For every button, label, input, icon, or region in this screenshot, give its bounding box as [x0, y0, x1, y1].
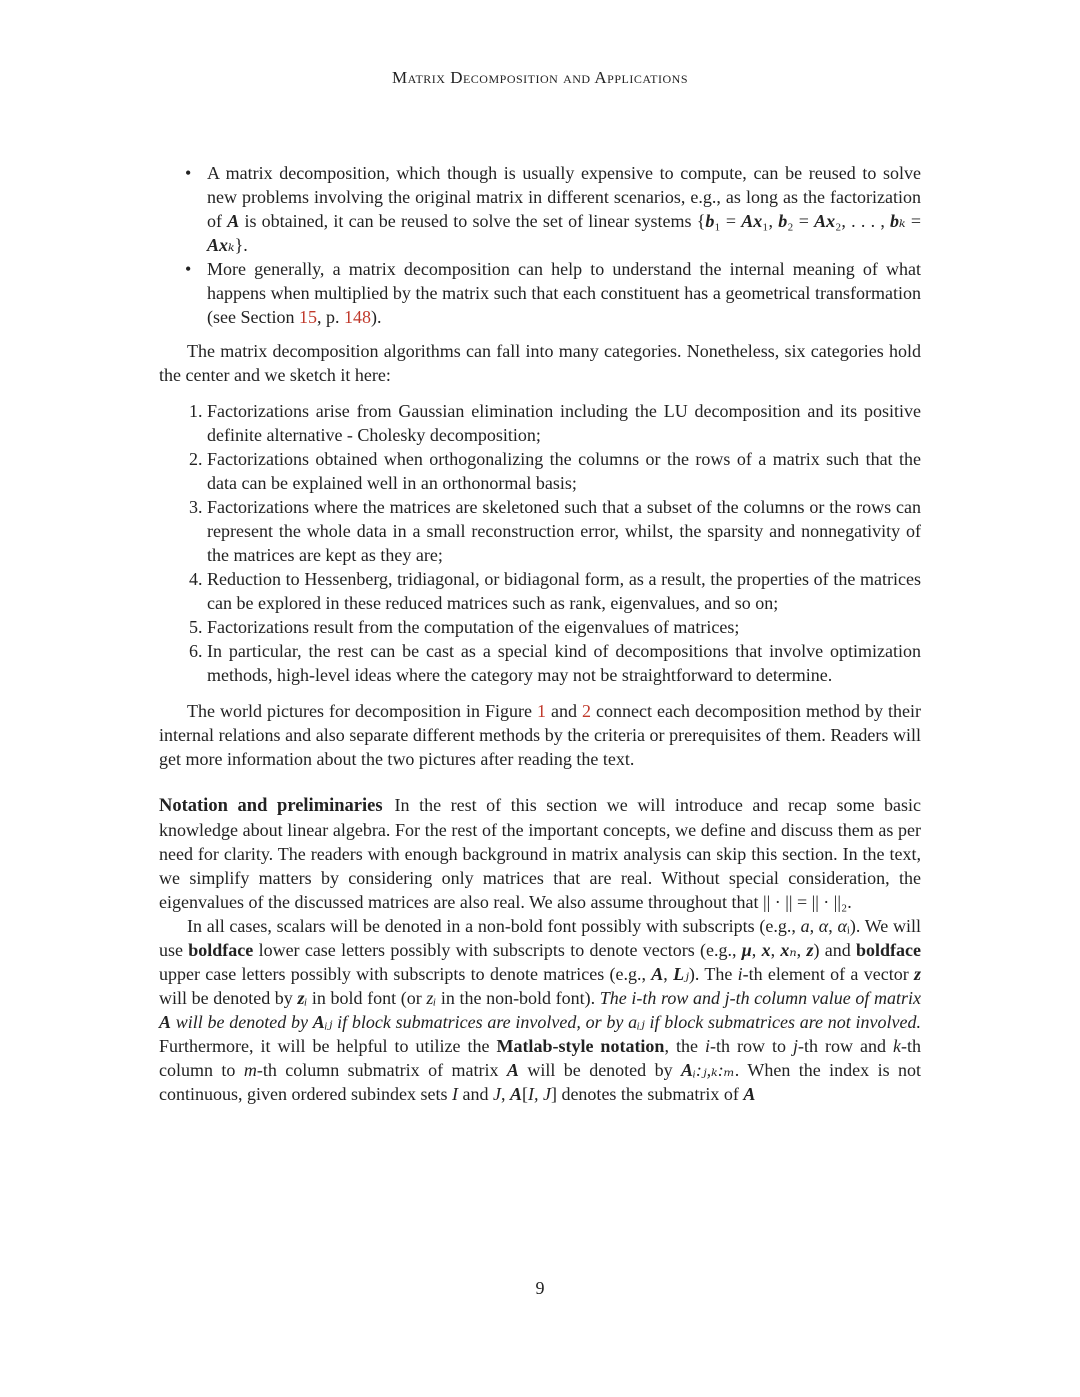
- text-run: -th column submatrix of matrix: [256, 1060, 507, 1080]
- math-symbol: ₙ: [789, 940, 797, 960]
- math-symbol: b: [778, 211, 788, 231]
- page-number: 9: [535, 1278, 545, 1298]
- math-symbol: α: [818, 916, 829, 936]
- text-run: More generally, a matrix decomposition can help to understand the internal meaning of what happens when multiplied by the matrix such that each constituent has a geometrical transformation (see Section: [207, 259, 921, 327]
- text-run: The world pictures for decomposition in Figure: [187, 701, 538, 721]
- text-run: in bold font (or: [307, 988, 427, 1008]
- numbered-list: [159, 399, 921, 687]
- math-symbol: L: [673, 964, 685, 984]
- text-run: ,: [751, 940, 762, 960]
- text-run: will be denoted by: [159, 988, 298, 1008]
- math-symbol: A: [651, 964, 664, 984]
- text-run: ᵢ). We will use: [159, 916, 922, 960]
- math-symbol: ₖ: [899, 211, 906, 231]
- text-run: ,: [809, 916, 819, 936]
- text-run: and: [457, 1084, 493, 1104]
- text-run: In the rest of this section we will introduce and recap some basic knowledge about linear algebra. For the rest of the important concepts, we define and discuss them as per need for clarity. The readers with enough background in matrix analysis can skip this section. In the text, we simplify matters by considering only matrices that are real. Without special consideration, the eigenvalues of the discussed matrices are also real. We also assume throughout that || · || = || · ||₂.: [159, 795, 921, 912]
- cross-reference-link[interactable]: 2: [582, 701, 592, 721]
- math-symbol: will be denoted by: [171, 1012, 313, 1032]
- paragraph: [159, 793, 921, 914]
- math-symbol: α: [837, 916, 847, 936]
- math-symbol: ₖ: [228, 235, 235, 255]
- text-run: Furthermore, it will be helpful to utilize the: [159, 1036, 497, 1056]
- math-symbol: A: [312, 1012, 325, 1032]
- text-run: ,: [770, 940, 781, 960]
- text-run: upper case letters possibly with subscripts to denote matrices (e.g.,: [159, 964, 652, 984]
- paragraph: [159, 914, 921, 1106]
- text-run: is obtained, it can be reused to solve the set of linear systems {: [239, 211, 706, 231]
- text-run: -th column to: [159, 1036, 921, 1080]
- math-symbol: Ax: [814, 211, 836, 231]
- cross-reference-link[interactable]: 1: [537, 701, 547, 721]
- text-run: -th row to: [709, 1036, 793, 1056]
- text-run: =: [905, 211, 921, 231]
- text-run: ] denotes the submatrix of: [550, 1084, 744, 1104]
- math-symbol: Ax: [207, 235, 229, 255]
- math-symbol: i: [704, 1036, 710, 1056]
- math-symbol: zᵢ: [426, 988, 437, 1008]
- list-item: [207, 567, 921, 615]
- text-run: ) and: [813, 940, 856, 960]
- text-run: ₂, . . . ,: [835, 211, 891, 231]
- paragraph: [159, 699, 921, 771]
- text-run: -th element of a vector: [742, 964, 914, 984]
- text-run: Reduction to Hessenberg, tridiagonal, or bidiagonal form, as a result, the properties of the matrices can be explored in these reduced matrices such as rank, eigenvalues, and so on;: [207, 569, 921, 613]
- text-run: connect each decomposition method by their internal relations and also separate different methods by the criteria or prerequisites of them. Readers will get more information about the two pictures after reading the text.: [159, 701, 921, 769]
- text-run: in the non-bold font).: [436, 988, 600, 1008]
- text-run: ₁,: [762, 211, 779, 231]
- math-symbol: The i-th row and j-th column value of matrix: [599, 988, 921, 1008]
- text-run: ).: [370, 307, 382, 327]
- math-symbol: b: [705, 211, 715, 231]
- text-run: Factorizations where the matrices are skeletoned such that a subset of the columns or the rows can represent the whole data in a small reconstruction error, whilst, the sparsity and nonnegativity of the matrices are kept as they are;: [207, 497, 921, 565]
- math-symbol: ⱼ: [684, 964, 689, 984]
- bullet-item: [207, 161, 921, 257]
- text-run: Factorizations result from the computation of the eigenvalues of matrices;: [207, 617, 740, 637]
- math-symbol: I, J: [527, 1084, 551, 1104]
- text-run: In all cases, scalars will be denoted in a non-bold font possibly with subscripts (e.g.,: [187, 916, 801, 936]
- paragraph: [159, 339, 921, 387]
- text-run: -th row and: [797, 1036, 893, 1056]
- math-symbol: A: [227, 211, 240, 231]
- math-symbol: J: [492, 1084, 501, 1104]
- text-run: Factorizations arise from Gaussian elimination including the LU decomposition and its positive definite alternative - Cholesky decomposition;: [207, 401, 921, 445]
- bullet-list: [159, 161, 921, 329]
- text-run: . When the index is not continuous, given ordered subindex sets: [159, 1060, 921, 1104]
- math-symbol: a: [800, 916, 810, 936]
- bold-text: boldface: [856, 940, 921, 960]
- text-run: ,: [500, 1084, 510, 1104]
- bullet-item: [207, 257, 921, 329]
- list-item: [207, 495, 921, 567]
- text-run: ₁ =: [714, 211, 742, 231]
- text-run: The matrix decomposition algorithms can fall into many categories. Nonetheless, six categories hold the center and we sketch it here:: [159, 341, 921, 385]
- math-symbol: I: [451, 1084, 458, 1104]
- math-symbol: m: [243, 1060, 257, 1080]
- math-symbol: A: [506, 1060, 519, 1080]
- text-run: Factorizations obtained when orthogonalizing the columns or the rows of a matrix such that the data can be explained well in an orthonormal basis;: [207, 449, 921, 493]
- text-run: ,: [796, 940, 807, 960]
- text-run: , p.: [316, 307, 344, 327]
- text-run: }.: [234, 235, 248, 255]
- math-symbol: if block submatrices are involved, or by aᵢⱼ if block submatrices are not involved.: [332, 1012, 921, 1032]
- text-run: , the: [664, 1036, 705, 1056]
- cross-reference-link[interactable]: 15: [298, 307, 317, 327]
- list-item: [207, 447, 921, 495]
- bold-text: Matlab-style notation: [496, 1036, 665, 1056]
- math-symbol: z: [806, 940, 814, 960]
- math-symbol: i: [737, 964, 743, 984]
- math-symbol: j: [792, 1036, 798, 1056]
- math-symbol: A: [681, 1060, 694, 1080]
- math-symbol: μ: [741, 940, 752, 960]
- text-run: ). The: [688, 964, 738, 984]
- running-header: Matrix Decomposition and Applications: [392, 68, 688, 87]
- math-symbol: z: [297, 988, 305, 1008]
- text-run: [: [521, 1084, 528, 1104]
- text-run: ,: [828, 916, 838, 936]
- text-run: ,: [663, 964, 674, 984]
- math-symbol: x: [780, 940, 790, 960]
- text-run: will be denoted by: [518, 1060, 682, 1080]
- text-run: In particular, the rest can be cast as a special kind of decompositions that involve optimization methods, high-level ideas where the category may not be straightforward to determine.: [207, 641, 921, 685]
- list-item: [207, 639, 921, 687]
- bold-text: boldface: [188, 940, 254, 960]
- math-symbol: A: [509, 1084, 522, 1104]
- math-symbol: A: [743, 1084, 756, 1104]
- text-run: A matrix decomposition, which though is usually expensive to compute, can be reused to solve new problems involving the original matrix in different scenarios, e.g., as long as the factorization of: [207, 163, 921, 231]
- page-body: [159, 161, 921, 1106]
- list-item: [207, 615, 921, 639]
- math-symbol: z: [913, 964, 921, 984]
- text-run: and: [546, 701, 583, 721]
- math-symbol: ᵢ:ⱼ,ₖ:ₘ: [693, 1060, 735, 1080]
- cross-reference-link[interactable]: 148: [343, 307, 371, 327]
- math-symbol: ᵢⱼ: [324, 1012, 333, 1032]
- text-run: ₂ =: [787, 211, 815, 231]
- list-item: [207, 399, 921, 447]
- text-run: lower case letters possibly with subscripts to denote vectors (e.g.,: [253, 940, 742, 960]
- section-heading: Notation and preliminaries: [159, 796, 383, 816]
- math-symbol: Ax: [741, 211, 763, 231]
- math-symbol: k: [892, 1036, 901, 1056]
- math-symbol: A: [159, 1012, 172, 1032]
- math-symbol: x: [761, 940, 771, 960]
- math-symbol: ᵢ: [304, 988, 308, 1008]
- math-symbol: b: [890, 211, 900, 231]
